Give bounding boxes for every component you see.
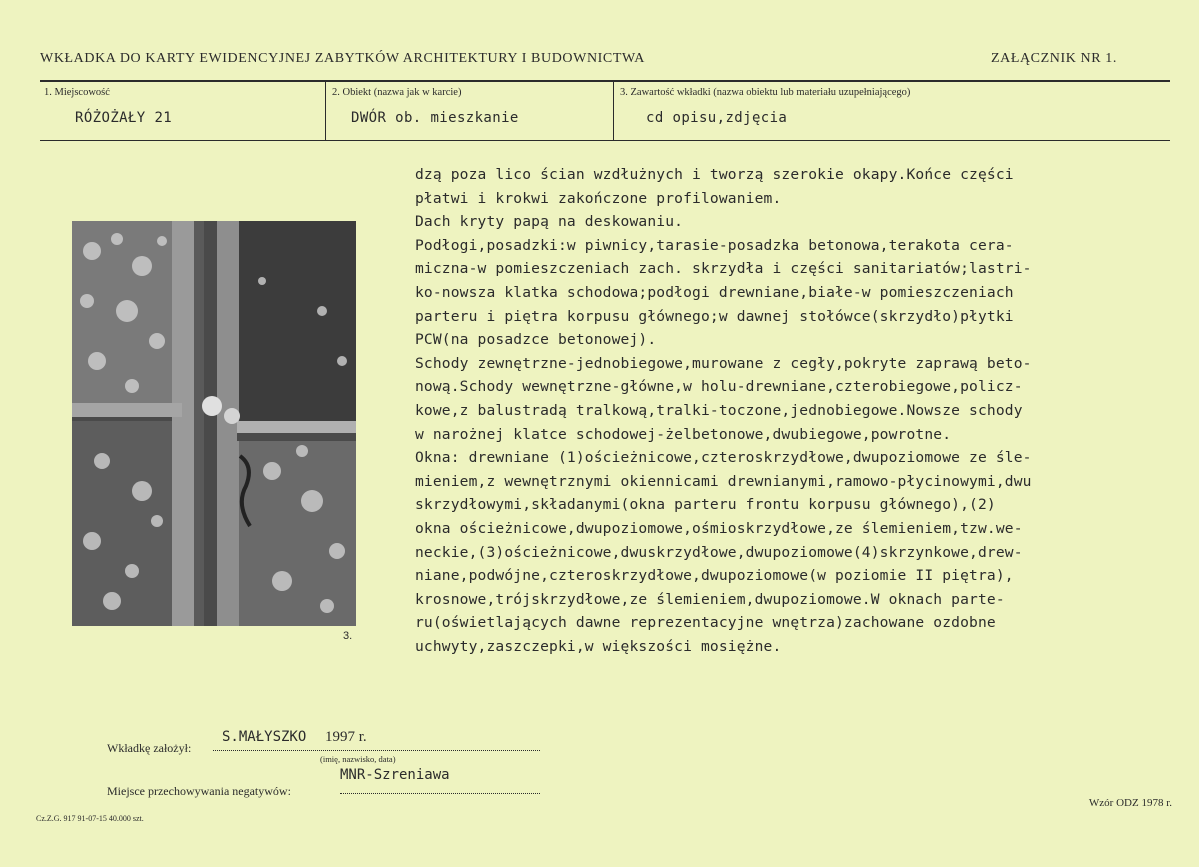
description-line: mieniem,z wewnętrznymi okiennicami drewnianymi,ramowo-płycinowymi,dwu bbox=[415, 472, 1032, 490]
description-line: ru(oświetlających dawne reprezentacyjne wnętrza)zachowane ozdobne bbox=[415, 614, 996, 632]
description-line: Okna: drewniane (1)ościeżnicowe,czteroskrzydłowe,dwupoziomowe ze śle- bbox=[415, 449, 1032, 467]
field-value-locality: RÓŻOŻAŁY 21 bbox=[75, 110, 173, 126]
author-dotted-line bbox=[213, 750, 540, 751]
description-line: dzą poza lico ścian wzdłużnych i tworzą szerokie okapy.Końce części bbox=[415, 166, 1014, 183]
field-label-contents: 3. Zawartość wkładki (nazwa obiektu lub materiału uzupełniającego) bbox=[620, 87, 911, 98]
field-value-contents: cd opisu,zdjęcia bbox=[646, 110, 788, 126]
description-line: ko-nowsza klatka schodowa;podłogi drewniane,białe-w pomieszczeniach bbox=[415, 283, 1014, 301]
field-divider bbox=[325, 82, 326, 140]
author-year: 1997 r. bbox=[325, 729, 367, 745]
header-top-rule bbox=[40, 80, 1170, 82]
window-photo bbox=[72, 221, 356, 626]
field-divider bbox=[613, 82, 614, 140]
field-label-locality: 1. Miejscowość bbox=[44, 87, 110, 98]
field-value-object: DWÓR ob. mieszkanie bbox=[351, 110, 519, 126]
description-line: skrzydłowymi,składanymi(okna parteru frontu korpusu głównego),(2) bbox=[415, 496, 996, 514]
description-line: parteru i piętra korpusu głównego;w dawnej stołówce(skrzydło)płytki bbox=[415, 307, 1014, 325]
photo-number: 3. bbox=[343, 630, 353, 642]
description-line: miczna-w pomieszczeniach zach. skrzydła i części sanitariatów;lastri- bbox=[415, 260, 1032, 278]
header-bottom-rule bbox=[40, 140, 1170, 141]
description-line: neckie,(3)ościeżnicowe,dwuskrzydłowe,dwupoziomowe(4)skrzynkowe,drew- bbox=[415, 543, 1023, 561]
description-line: w narożnej klatce schodowej-żelbetonowe,dwubiegowe,powrotne. bbox=[415, 425, 952, 443]
field-label-object: 2. Obiekt (nazwa jak w karcie) bbox=[332, 87, 462, 98]
description-line: kowe,z balustradą tralkową,tralki-toczone,jednobiegowe.Nowsze schody bbox=[415, 401, 1023, 419]
description-line: Schody zewnętrzne-jednobiegowe,murowane z cegły,pokryte zaprawą beto- bbox=[415, 354, 1032, 372]
print-info: Cz.Z.G. 917 91-07-15 40.000 szt. bbox=[36, 814, 144, 823]
description-line: okna ościeżnicowe,dwupoziomowe,ośmioskrzydłowe,ze ślemieniem,tzw.we- bbox=[415, 519, 1023, 537]
author-label: Wkładkę założył: bbox=[107, 741, 192, 755]
attachment-number: ZAŁĄCZNIK NR 1. bbox=[990, 51, 1117, 66]
form-title: WKŁADKA DO KARTY EWIDENCYJNEJ ZABYTKÓW ARCHITEKTURY I BUDOWNICTWA bbox=[40, 51, 645, 66]
author-value: S.MAŁYSZKO bbox=[222, 729, 307, 745]
description-line: Podłogi,posadzki:w piwnicy,tarasie-posadzka betonowa,terakota cera- bbox=[415, 236, 1014, 254]
window-photo-image bbox=[72, 221, 356, 626]
form-model: Wzór ODZ 1978 r. bbox=[1088, 797, 1172, 809]
description-line: Dach kryty papą na deskowaniu. bbox=[415, 213, 684, 231]
storage-dotted-line bbox=[340, 793, 540, 794]
storage-label: Miejsce przechowywania negatywów: bbox=[107, 784, 291, 798]
description-line: nową.Schody wewnętrzne-główne,w holu-drewniane,czterobiegowe,policz- bbox=[415, 378, 1023, 396]
description-line: uchwyty,zaszczepki,w większości mosiężne. bbox=[415, 637, 782, 655]
description-line: płatwi i krokwi zakończone profilowaniem. bbox=[415, 189, 782, 207]
author-caption: (imię, nazwisko, data) bbox=[320, 754, 396, 764]
storage-value: MNR-Szreniawa bbox=[340, 767, 450, 783]
description-text bbox=[415, 163, 1185, 658]
description-line: niane,podwójne,czteroskrzydłowe,dwupoziomowe(w poziomie II piętra), bbox=[415, 567, 1014, 585]
description-line: krosnowe,trójskrzydłowe,ze ślemieniem,dwupoziomowe.W oknach parte- bbox=[415, 590, 1005, 608]
description-line: PCW(na posadzce betonowej). bbox=[415, 331, 657, 349]
